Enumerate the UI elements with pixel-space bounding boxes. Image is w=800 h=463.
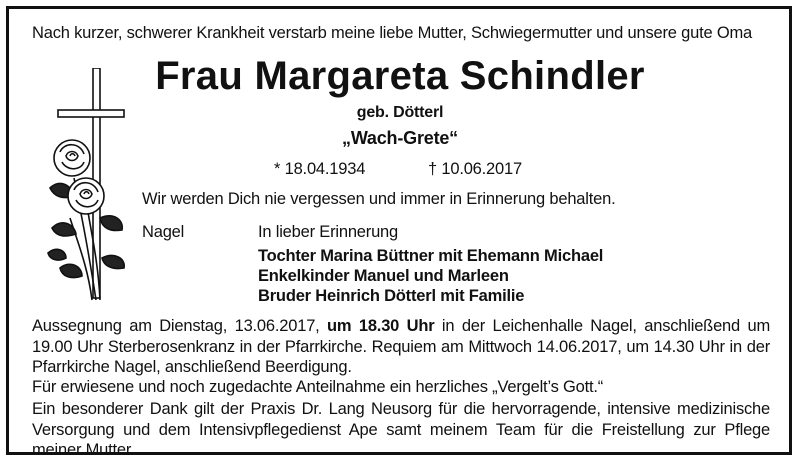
motto: Wir werden Dich nie vergessen und immer in Erinnerung behalten. — [142, 190, 616, 208]
mourner-line: Bruder Heinrich Dötterl mit Familie — [258, 287, 525, 305]
deceased-name: Frau Margareta Schindler — [155, 54, 645, 98]
mourner-line: Enkelkinder Manuel und Marleen — [258, 267, 509, 285]
maiden-name: geb. Dötterl — [356, 104, 444, 121]
service-text-rest: in der Leichenhalle Nagel, anschließend um 19.00 Uhr Sterberosenkranz in der Pfarrkirche. Requiem am Mittwoch 14.06.2017, um 14.30 Uhr in der Pfarrkirche Nagel, anschließend Beerdigung. — [32, 317, 770, 376]
service-details — [32, 316, 770, 378]
nickname: „Wach-Grete“ — [342, 128, 458, 148]
thanks-special: Ein besonderer Dank gilt der Praxis Dr. Lang Neusorg für die hervorragende, intensive medizinische Versorgung und dem Intensivpflegedienst Ape samt meinem Team für die Freistellung zur Pflege meiner Mutter. — [32, 400, 770, 459]
thanks-general: Für erwiesene und noch zugedachte Anteilnahme ein herzliches „Vergelt’s Gott.“ — [32, 378, 604, 396]
service-text: Aussegnung am Dienstag, 13.06.2017, — [32, 317, 328, 335]
in-memory-label: In lieber Erinnerung — [258, 223, 399, 241]
service-time: um 18.30 Uhr — [327, 317, 435, 335]
place: Nagel — [142, 223, 185, 241]
death-date: † 10.06.2017 — [428, 160, 522, 178]
intro-text: Nach kurzer, schwerer Krankheit verstarb meine liebe Mutter, Schwiegermutter und unsere gute Oma — [32, 24, 752, 42]
mourner-line: Tochter Marina Büttner mit Ehemann Michael — [258, 247, 604, 265]
birth-date: * 18.04.1934 — [274, 160, 366, 178]
